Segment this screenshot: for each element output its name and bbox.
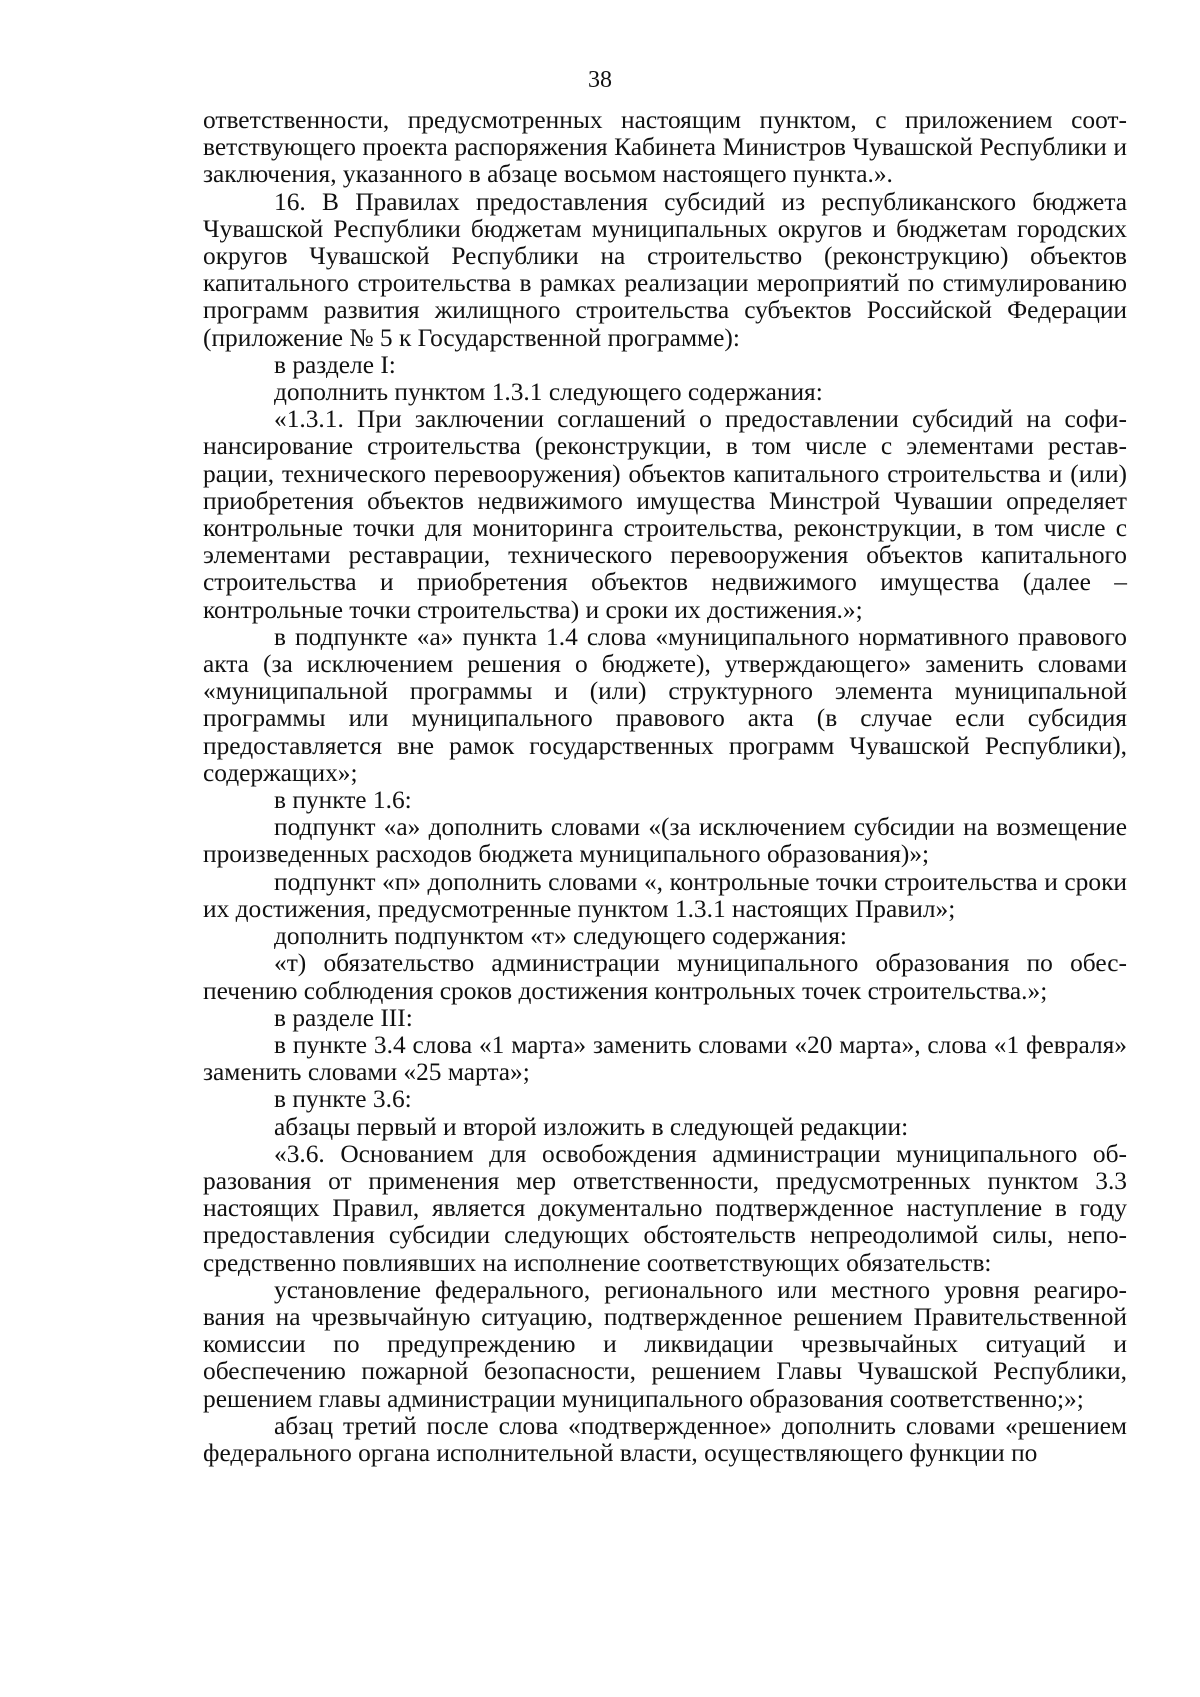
page-number: 38 <box>588 67 612 93</box>
paragraph: подпункт «п» дополнить словами «, контрольные точки строительства и сроки их достижения, предусмотренные пунктом 1.3.1 настоящих Правил»; <box>203 867 1127 923</box>
paragraph: установление федерального, регионального или местного уровня реагирования на чрезвычайную ситуацию, подтвержденное решением Правительственной комиссии по предупреждению и ликвидации чрезвычайных ситуаций и обеспечению пожарной безопасности, решением Главы Чувашской Республики, решением главы администрации муниципального образования соответственно;»; <box>203 1275 1127 1413</box>
paragraph: дополнить подпунктом «т» следующего содержания: <box>274 922 847 951</box>
paragraph: в пункте 1.6: <box>274 786 412 815</box>
paragraph: в разделе I: <box>274 350 396 379</box>
paragraph: в разделе III: <box>274 1003 413 1032</box>
paragraph: подпункт «а» дополнить словами «(за исключением субсидии на возмещение произведенных расходов бюджета муниципального образования)»; <box>203 813 1127 869</box>
paragraph: «т) обязательство администрации муниципального образования по обеспечению соблюдения сроков достижения контрольных точек строительства.»; <box>203 949 1127 1005</box>
paragraph: в подпункте «а» пункта 1.4 слова «муниципального нормативного правового акта (за исключением решения о бюджете), утверждающего» заменить словами «муниципальной программы и (или) структурного элемента муниципальной программы или муниципального правового акта (в случае если субсидия предоставляется вне рамок государственных программ Чувашской Республики), содержащих»; <box>203 622 1127 787</box>
document-body <box>203 107 1127 1467</box>
paragraph: в пункте 3.6: <box>274 1085 412 1114</box>
paragraph: абзац третий после слова «подтвержденное» дополнить словами «решением федерального органа исполнительной власти, осуществляющего функции по <box>203 1411 1127 1467</box>
paragraph: дополнить пунктом 1.3.1 следующего содержания: <box>274 378 823 407</box>
paragraph: абзацы первый и второй изложить в следующей редакции: <box>274 1112 909 1141</box>
paragraph: 16. В Правилах предоставления субсидий из республиканского бюджета Чувашской Республики бюджетам муниципальных округов и бюджетам городских округов Чувашской Республики на строительство (реконструкцию) объектов капитального строительства в рамках реализации мероприятий по стимулированию программ развития жилищного строительства субъектов Российской Федерации (приложение № 5 к Государственной программе): <box>203 187 1127 352</box>
paragraph: «1.3.1. При заключении соглашений о предоставлении субсидий на софинансирование строительства (реконструкции, в том числе с элементами реставрации, технического перевооружения) объектов капитального строительства и (или) приобретения объектов недвижимого имущества Минстрой Чувашии определяет контрольные точки для мониторинга строительства, реконструкции, в том числе с элементами реставрации, технического перевооружения объектов капитального строительства и приобретения объектов недвижимого имущества (далее – контрольные точки строительства) и сроки их достижения.»; <box>203 405 1127 624</box>
paragraph: ответственности, предусмотренных настоящим пунктом, с приложением соответствующего проекта распоряжения Кабинета Министров Чувашской Республики и заключения, указанного в абзаце восьмом настоящего пункта.». <box>203 106 1127 189</box>
paragraph: «3.6. Основанием для освобождения администрации муниципального образования от применения мер ответственности, предусмотренных пунктом 3.3 настоящих Правил, является документально подтвержденное наступление в году предоставления субсидии следующих обстоятельств непреодолимой силы, непосредственно повлиявших на исполнение соответствующих обязательств: <box>203 1139 1127 1277</box>
paragraph: в пункте 3.4 слова «1 марта» заменить словами «20 марта», слова «1 февраля» заменить словами «25 марта»; <box>203 1030 1127 1087</box>
